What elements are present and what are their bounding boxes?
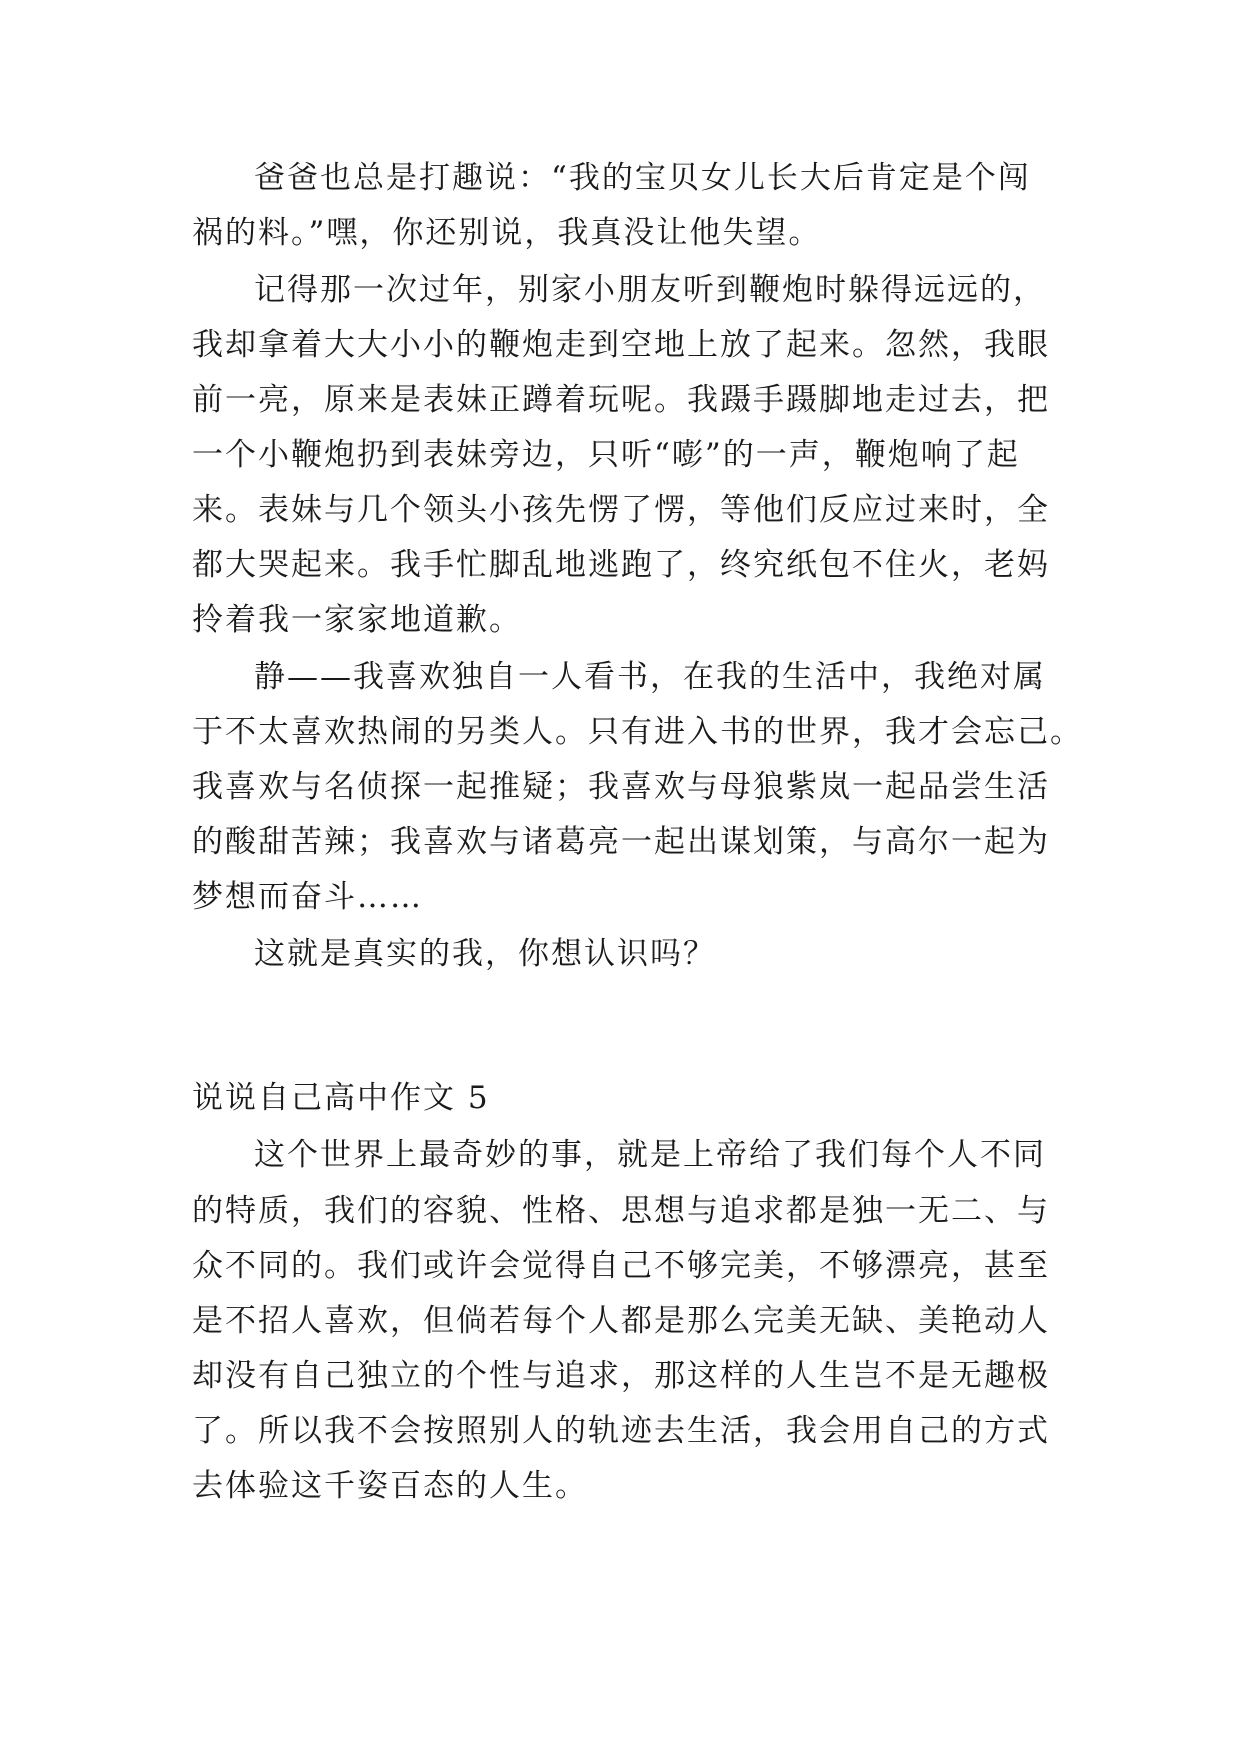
- paragraph-5-line-3: 众不同的。我们或许会觉得自己不够完美，不够漂亮，甚至: [192, 1248, 1050, 1284]
- paragraph-5-line-4: 是不招人喜欢，但倘若每个人都是那么完美无缺、美艳动人: [192, 1303, 1050, 1339]
- paragraph-2-line-6: 都大哭起来。我手忙脚乱地逃跑了，终究纸包不住火，老妈: [192, 547, 1050, 583]
- paragraph-3-line-2: 于不太喜欢热闹的另类人。只有进入书的世界，我才会忘己。: [192, 714, 1083, 750]
- paragraph-4-line-1: 这就是真实的我，你想认识吗？: [254, 936, 716, 972]
- paragraph-1-line-2: 祸的料。”嘿，你还别说，我真没让他失望。: [192, 215, 822, 251]
- paragraph-5-line-5: 却没有自己独立的个性与追求，那这样的人生岂不是无趣极: [192, 1358, 1050, 1394]
- paragraph-1-line-1: 爸爸也总是打趣说：“我的宝贝女儿长大后肯定是个闯: [254, 160, 1031, 196]
- paragraph-3-line-1: 静——我喜欢独自一人看书，在我的生活中，我绝对属: [254, 659, 1046, 695]
- paragraph-2-line-5: 来。表妹与几个领头小孩先愣了愣，等他们反应过来时，全: [192, 492, 1050, 528]
- paragraph-3-line-4: 的酸甜苦辣；我喜欢与诸葛亮一起出谋划策，与高尔一起为: [192, 824, 1050, 860]
- paragraph-2-line-1: 记得那一次过年，别家小朋友听到鞭炮时躲得远远的，: [254, 272, 1046, 308]
- paragraph-5-line-7: 去体验这千姿百态的人生。: [192, 1468, 588, 1504]
- paragraph-5-line-1: 这个世界上最奇妙的事，就是上帝给了我们每个人不同: [254, 1137, 1046, 1173]
- paragraph-3-line-5: 梦想而奋斗……: [192, 879, 423, 915]
- paragraph-2-line-2: 我却拿着大大小小的鞭炮走到空地上放了起来。忽然，我眼: [192, 327, 1050, 363]
- paragraph-5-line-2: 的特质，我们的容貌、性格、思想与追求都是独一无二、与: [192, 1193, 1050, 1229]
- paragraph-5-line-6: 了。所以我不会按照别人的轨迹去生活，我会用自己的方式: [192, 1413, 1050, 1449]
- paragraph-2-line-3: 前一亮，原来是表妹正蹲着玩呢。我蹑手蹑脚地走过去，把: [192, 382, 1050, 418]
- section-title: 说说自己高中作文 5: [192, 1080, 490, 1116]
- paragraph-3-line-3: 我喜欢与名侦探一起推疑；我喜欢与母狼紫岚一起品尝生活: [192, 769, 1050, 805]
- paragraph-2-line-7: 拎着我一家家地道歉。: [192, 602, 522, 638]
- paragraph-2-line-4: 一个小鞭炮扔到表妹旁边，只听“嘭”的一声，鞭炮响了起: [192, 437, 1020, 473]
